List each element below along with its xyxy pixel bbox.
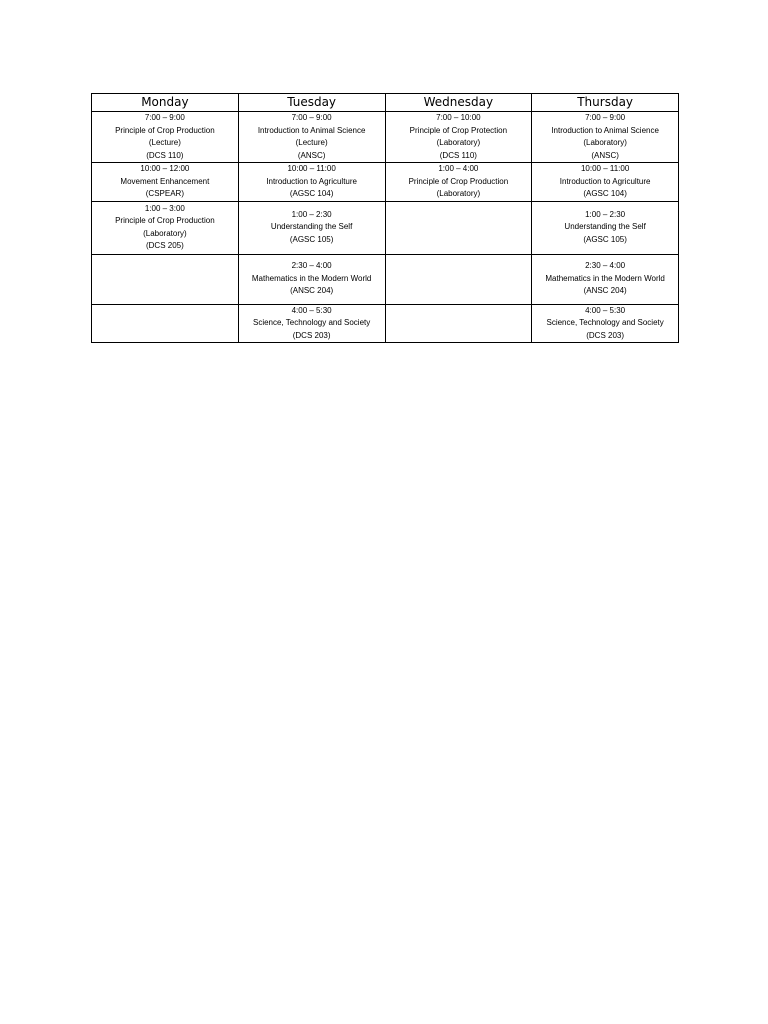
day-header-wednesday: Wednesday — [385, 94, 532, 112]
class-room: (Laboratory) — [436, 189, 481, 198]
schedule-row — [92, 254, 679, 304]
schedule-cell-empty — [385, 254, 532, 304]
class-title: Principle of Crop Production — [115, 125, 215, 135]
schedule-cell-empty — [92, 254, 239, 304]
class-time: 1:00 – 3:00 — [144, 203, 185, 213]
schedule-cell — [532, 201, 679, 254]
schedule-cell — [532, 163, 679, 202]
class-title: Science, Technology and Society — [252, 318, 371, 327]
day-header-tuesday: Tuesday — [238, 94, 385, 112]
class-room: (AGSC 104) — [289, 189, 334, 198]
schedule-cell — [92, 163, 239, 202]
schedule-cell-empty — [92, 304, 239, 343]
class-room: (ANSC) — [297, 150, 326, 160]
class-time: 7:00 – 9:00 — [585, 113, 626, 122]
class-room: (DCS 110) — [146, 150, 184, 160]
class-room: (AGSC 104) — [583, 189, 627, 198]
class-room: (DCS 110) — [439, 150, 477, 160]
schedule-cell — [532, 112, 679, 163]
class-time: 1:00 – 2:30 — [585, 209, 626, 219]
class-time: 7:00 – 9:00 — [144, 113, 185, 122]
class-room: (AGSC 105) — [289, 234, 334, 244]
schedule-row — [92, 112, 679, 163]
class-time: 2:30 – 4:00 — [291, 261, 332, 271]
class-room: (DCS 205) — [145, 241, 184, 250]
class-title: Principle of Crop Production — [115, 216, 215, 225]
class-type: (Laboratory) — [583, 138, 627, 147]
class-room: (DCS 203) — [292, 330, 331, 340]
class-time: 10:00 – 12:00 — [140, 164, 190, 173]
class-time: 2:30 – 4:00 — [585, 261, 626, 271]
class-title: Principle of Crop Protection — [409, 125, 508, 135]
class-title: Understanding the Self — [564, 222, 646, 232]
schedule-cell — [385, 112, 532, 163]
class-room: (DCS 203) — [586, 330, 625, 340]
class-time: 7:00 – 10:00 — [436, 113, 481, 122]
class-title: Understanding the Self — [270, 222, 353, 232]
class-room: (ANSC 204) — [583, 286, 627, 296]
schedule-cell-empty — [385, 304, 532, 343]
class-title: Introduction to Agriculture — [266, 176, 357, 186]
schedule-row — [92, 304, 679, 343]
schedule-cell-empty — [385, 201, 532, 254]
day-header-thursday: Thursday — [532, 94, 679, 112]
schedule-cell — [238, 163, 385, 202]
class-room: (CSPEAR) — [145, 189, 184, 198]
day-header-monday: Monday — [92, 94, 239, 112]
schedule-body — [92, 112, 679, 343]
class-room: (AGSC 105) — [583, 234, 627, 244]
schedule-cell — [238, 112, 385, 163]
class-type: (Laboratory) — [143, 228, 187, 238]
schedule-cell — [238, 201, 385, 254]
schedule-cell — [532, 254, 679, 304]
class-time: 1:00 – 2:30 — [291, 209, 332, 219]
class-title: Science, Technology and Society — [546, 318, 664, 327]
class-time: 4:00 – 5:30 — [291, 305, 332, 315]
schedule-cell — [92, 201, 239, 254]
schedule-row — [92, 163, 679, 202]
schedule-header — [92, 94, 679, 112]
class-time: 4:00 – 5:30 — [585, 305, 626, 315]
class-title: Introduction to Agriculture — [559, 176, 651, 186]
class-room: (ANSC) — [591, 150, 619, 160]
class-room: (ANSC 204) — [290, 286, 334, 296]
class-title: Introduction to Animal Science — [257, 125, 366, 135]
class-type: (Lecture) — [148, 138, 181, 147]
schedule-cell — [532, 304, 679, 343]
class-time: 10:00 – 11:00 — [580, 164, 630, 173]
class-title: Principle of Crop Production — [408, 176, 509, 186]
class-time: 7:00 – 9:00 — [291, 113, 332, 122]
class-title: Mathematics in the Modern World — [545, 273, 665, 283]
schedule-cell — [238, 254, 385, 304]
schedule-cell — [385, 163, 532, 202]
schedule-cell — [238, 304, 385, 343]
class-time: 1:00 – 4:00 — [438, 164, 479, 173]
class-title: Movement Enhancement — [120, 176, 210, 186]
schedule-table — [91, 93, 679, 343]
class-type: (Lecture) — [295, 138, 328, 147]
header-row — [92, 94, 679, 112]
class-time: 10:00 – 11:00 — [287, 164, 336, 173]
class-title: Mathematics in the Modern World — [251, 273, 372, 283]
class-title: Introduction to Animal Science — [551, 125, 659, 135]
schedule-row — [92, 201, 679, 254]
class-type: (Laboratory) — [436, 138, 481, 147]
schedule-cell — [92, 112, 239, 163]
